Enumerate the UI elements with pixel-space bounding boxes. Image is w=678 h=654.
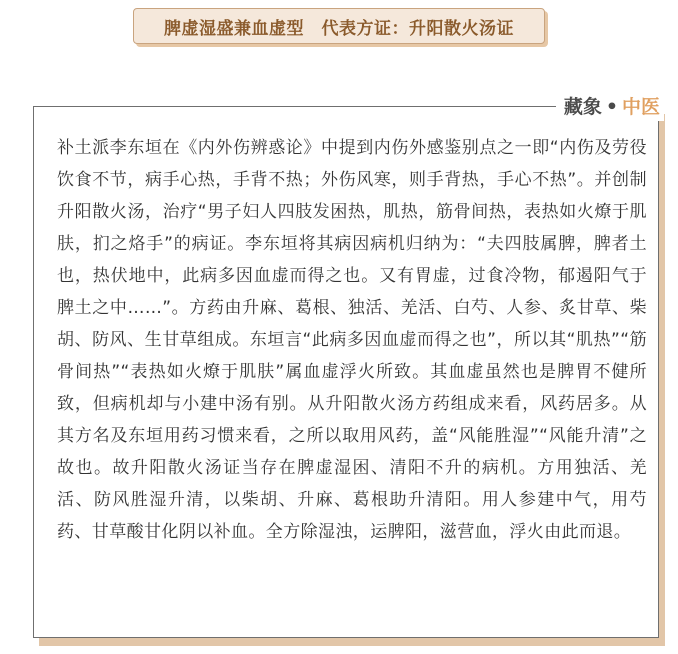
- brand-accent-text: 中医: [621, 96, 660, 118]
- brand-separator-dot: •: [605, 96, 618, 118]
- brand-label: [556, 93, 664, 121]
- section-title-banner: [133, 8, 545, 44]
- section-title: 脾虚湿盛兼血虚型 代表方证：升阳散火汤证: [164, 18, 514, 39]
- article-body: 补土派李东垣在《内外伤辨惑论》中提到内伤外感鉴别点之一即“内伤及劳役饮食不节，病手心热，手背不热；外伤风寒，则手背热，手心不热”。并创制升阳散火汤，治疗“男子妇人四肢发困热，肌热，筋骨间热，表热如火燎于肌肤，扪之烙手”的病证。李东垣将其病因病机归纳为：“夫四肢属脾，脾者土也，热伏地中，此病多因血虚而得之也。又有胃虚，过食冷物，郁遏阳气于脾土之中……”。方药由升麻、葛根、独活、羌活、白芍、人参、炙甘草、柴胡、防风、生甘草组成。东垣言“此病多因血虚而得之也”，所以其“肌热”“筋骨间热”“表热如火燎于肌肤”属血虚浮火所致。其血虚虽然也是脾胃不健所致，但病机却与小建中汤有别。从升阳散火汤方药组成来看，风药居多。从其方名及东垣用药习惯来看，之所以取用风药，盖“风能胜湿”“风能升清”之故也。故升阳散火汤证当存在脾虚湿困、清阳不升的病机。方用独活、羌活、防风胜湿升清，以柴胡、升麻、葛根助升清阳。用人参建中气，用芍药、甘草酸甘化阴以补血。全方除湿浊，运脾阳，滋营血，浮火由此而退。: [57, 138, 647, 542]
- brand-main-text: 藏象: [563, 96, 602, 118]
